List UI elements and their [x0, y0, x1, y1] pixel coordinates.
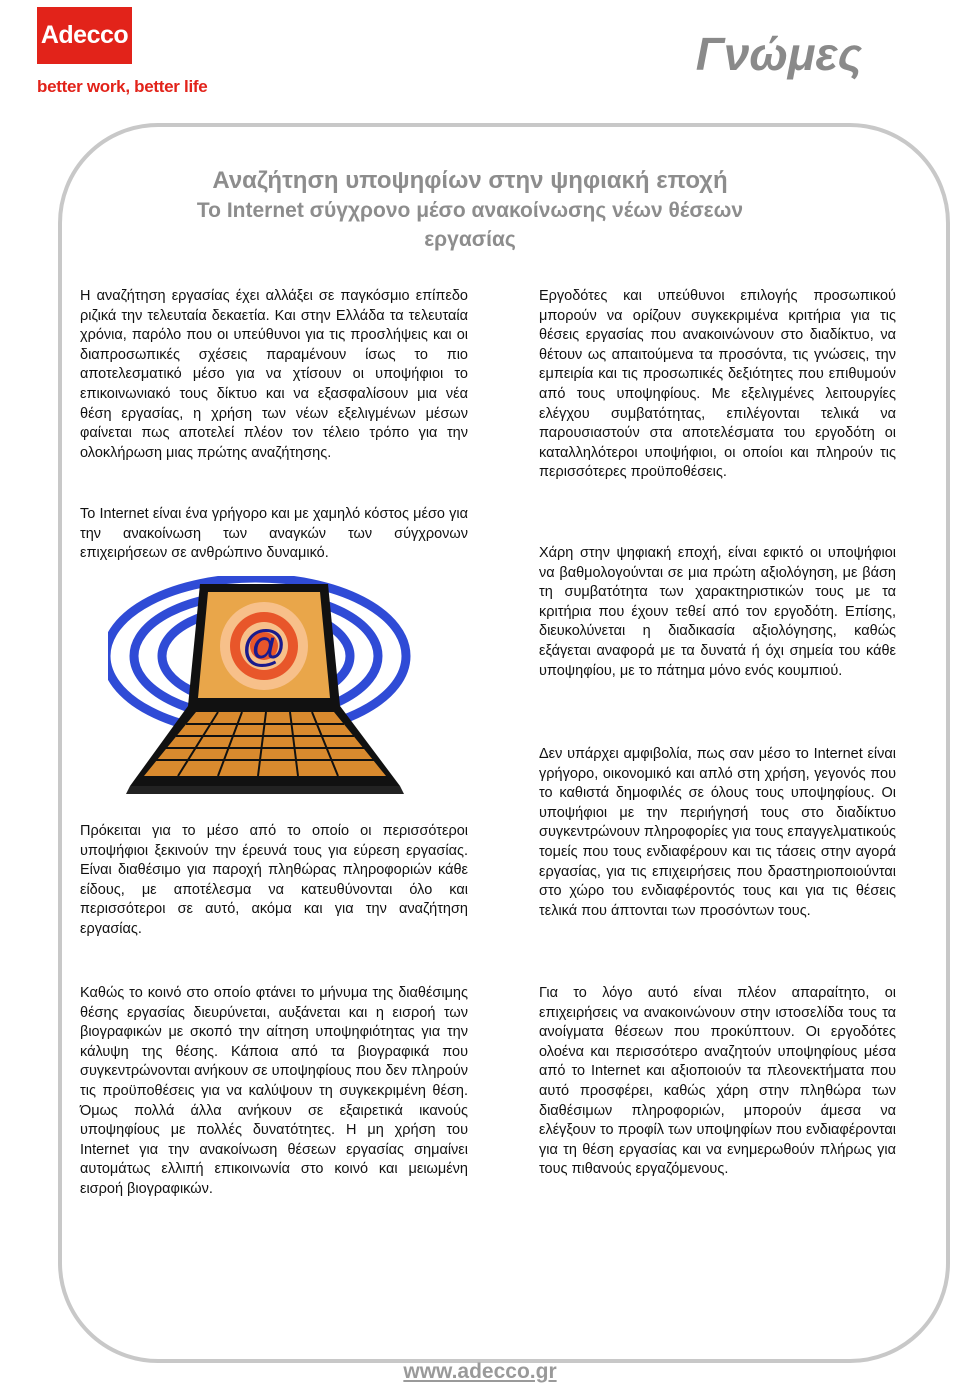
article-title: Αναζήτηση υποψηφίων στην ψηφιακή εποχή	[212, 167, 728, 194]
logo-tagline: better work, better life	[37, 77, 208, 96]
left-paragraph-2: Το Internet είναι ένα γρήγορο και με χαμηλό κόστος μέσο για την ανακοίνωση των αναγκών των σύγχρονων επιχειρήσεων σε ανθρώπινο δυναμικό.	[80, 506, 468, 562]
article-subtitle-line2: εργασίας	[424, 228, 516, 251]
section-title: Γνώμες	[695, 28, 862, 80]
left-paragraph-1: Η αναζήτηση εργασίας έχει αλλάξει σε παγκόσμιο επίπεδο ριζικά την τελευταία δεκαετία. Και στην Ελλάδα τα τελευταία χρόνια, παρόλο που οι υπεύθυνοι για τις προσλήψεις και οι διαπροσωπικές σχέσεις παραμένουν ίσως το πιο αποτελεσματικό μέσο για να χτίσουν οι υποψήφιοι το επικοινωνιακό τους δίκτυο και να εξασφαλίσουν μια νέα θέση εργασίας, η χρήση των νέων εξελιγμένων μέσων φαίνεται πως αποτελεί πλέον τον τέλειο τρόπο για την ολοκλήρωση μιας πρώτης αναζήτησης.	[80, 288, 468, 461]
adecco-logo	[37, 7, 132, 64]
article-subtitle-line1: Το Internet σύγχρονο μέσο ανακοίνωσης νέων θέσεων	[196, 199, 744, 222]
left-paragraph-4: Καθώς το κοινό στο οποίο φτάνει το μήνυμα της διαθέσιμης θέσης εργασίας διευρύνεται, αυξάνεται και η εισροή των βιογραφικών με σκοπό την αίτηση υποψηφιότητας για την κάλυψη της θέσης. Κάποια από τα βιογραφικά που συγκεντρώνονται ανήκουν σε υποψηφίους που δεν πληρούν τις προϋποθέσεις για να καλύψουν τη συγκεκριμένη θέση. Όμως πολλά άλλα ανήκουν σε εξαιρετικά ικανούς υποψηφίους με πολλές δυνατότητες. Η μη χρήση του Internet για την ανακοίνωση θέσεων εργασίας σημαίνει αυτομάτως ελλιπή επικοινωνία στο κοινό και μειωμένη εισροή βιογραφικών.	[80, 985, 468, 1197]
right-paragraph-1: Εργοδότες και υπεύθυνοι επιλογής προσωπικού μπορούν να ορίζουν συγκεκριμένα κριτήρια για τις θέσεις εργασίας που ανακοινώνουν στο διαδίκτυο, να θέτουν ως απαιτούμενα τα προσόντα, τις γνώσεις, την εμπειρία και τις προσωπικές δεξιότητες που επιθυμούν από τους υποψηφίους. Με εξελιγμένες λειτουργίες ελέγχου συμβατότητας, επιλέγονται τελικά να παρουσιαστούν στα αποτελέσματα του εργοδότη οι καταλληλότεροι υποψήφιοι, οι οποίοι και πληρούν τις περισσότερες προϋποθέσεις.	[539, 288, 896, 481]
at-sign-icon: @	[242, 621, 286, 670]
website-link[interactable]: www.adecco.gr	[403, 1360, 557, 1383]
logo-text: Adecco	[40, 21, 129, 49]
laptop-email-illustration	[108, 576, 426, 806]
right-paragraph-3: Δεν υπάρχει αμφιβολία, πως σαν μέσο το Internet είναι γρήγορο, οικονομικό και απλό στη χρήση, γεγονός που το καθιστά δημοφιλές σε όλους τους υποψηφίους. Οι υποψήφιοι με την περιήγησή τους στο διαδίκτυο συγκεντρώνουν πληροφορίες για τους επαγγελματικούς τομείς που τους ενδιαφέρουν και τις τάσεις στην αγορά εργασίας, για τις επιχειρήσεις που δραστηριοποιούνται στο χώρο του ενδιαφέροντός τους και για τις θέσεις τελικά που άπτονται των προσόντων τους.	[539, 746, 896, 919]
right-paragraph-4: Για το λόγο αυτό είναι πλέον απαραίτητο, οι επιχειρήσεις να ανακοινώνουν στην ιστοσελίδα τους τα ανοίγματα θέσεων που προκύπτουν. Οι εργοδότες ολοένα και περισσότερο αναζητούν υποψηφίους μέσα από το Internet και αξιοποιούν τα πλεονεκτήματα που αυτό προσφέρει, καθώς χάρη στην πληθώρα των διαθέσιμων πληροφοριών, μπορούν άμεσα να ελέγξουν το προφίλ των υποψηφίων που ενδιαφέρονται για τη θέση εργασίας και να ενημερωθούν πλήρως για τους πιθανούς εργαζόμενους.	[539, 985, 896, 1178]
left-paragraph-3: Πρόκειται για το μέσο από το οποίο οι περισσότεροι υποψήφιοι ξεκινούν την έρευνά τους για εύρεση εργασίας. Είναι διαθέσιμο για παροχή πληθώρας πληροφοριών κάθε είδους, με αποτέλεσμα να κατευθύνονται όλο και περισσότεροι σε αυτό, ακόμα και για την αναζήτηση εργασίας.	[80, 823, 468, 937]
right-paragraph-2: Χάρη στην ψηφιακή εποχή, είναι εφικτό οι υποψήφιοι να βαθμολογούνται σε μια πρώτη αξιολόγηση, με βάση τη συμβατότητα των χαρακτηριστικών τους με τα κριτήρια που έχουν τεθεί από τον εργοδότη. Επίσης, διευκολύνεται η διαδικασία αξιολόγησης, καθώς εξάγεται αναφορά με τα δυνατά ή όχι σημεία του κάθε υποψηφίου, με το πάτημα μόνο ενός κουμπιού.	[539, 545, 896, 679]
